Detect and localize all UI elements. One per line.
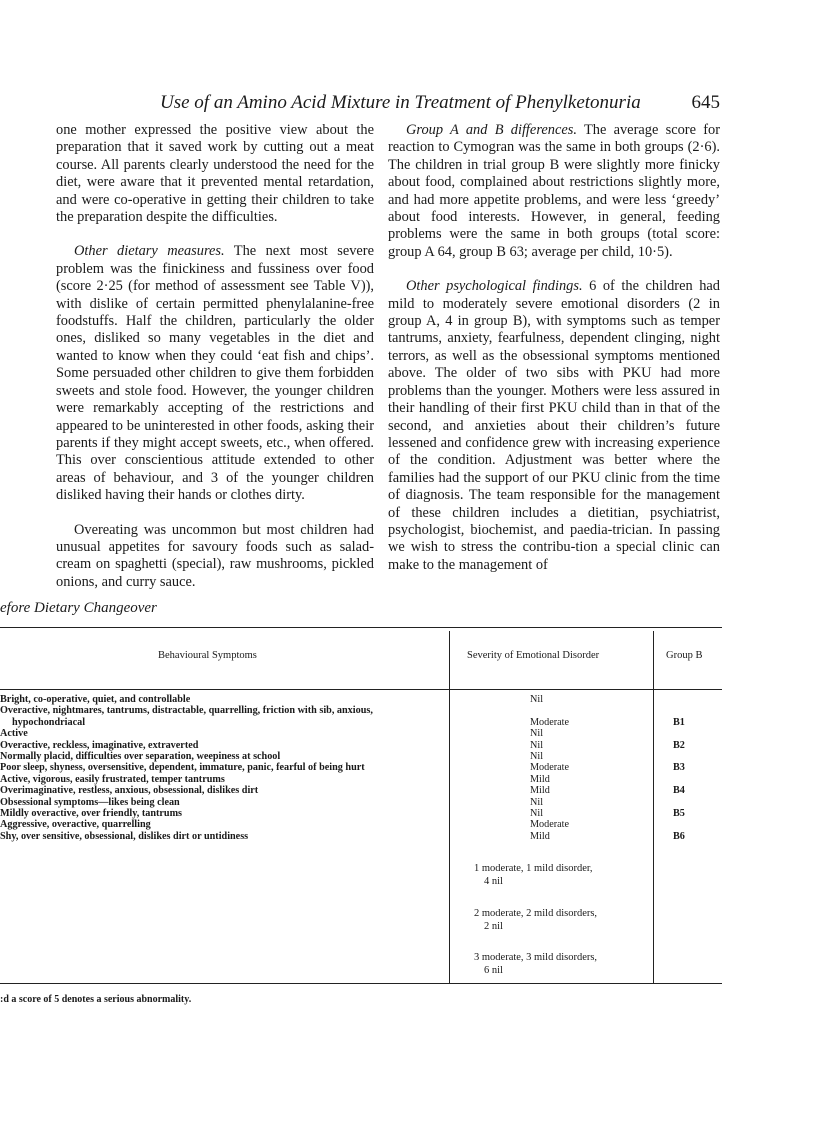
table-row [0,808,722,819]
table-header-rule [0,689,722,690]
row-symptoms: Overactive, reckless, imaginative, extraverted [0,739,199,751]
table-row [0,740,722,751]
summary-group-a [474,862,593,888]
table-row [0,774,722,785]
row-symptoms: Active, vigorous, easily frustrated, temper tantrums [0,773,225,785]
table-row [0,819,722,830]
row-severity: Moderate [530,716,570,728]
page-number: 645 [691,92,720,113]
row-severity: Moderate [530,762,570,774]
running-title: Use of an Amino Acid Mixture in Treatment of Phenylketonuria [160,92,641,113]
header-group-b: Group B [666,650,703,661]
summary-line: 2 nil [484,921,503,932]
right-paragraph-2-body: 6 of the children had mild to moderately severe emotional disorders (2 in group A, 4 in group B), with symptoms such as temper tantrums, anxiety, fearfulness, dependent clinging, night terrors, as well as the obsessional symptoms mentioned above. The older of two sibs with PKU had more problems than the younger. Mothers were less assured in their handling of their first PKU child than in that of the second, and anxieties about their children’s future lessened and confidence grew with increasing experience of the condition. Adjustment was better where the families had the support of our PKU clinic from the time of diagnosis. The team responsible for the management of these children includes a dietitian, psychiatrist, psychologist, biochemist, and paedia-trician. In passing we wish to stress the contribu-tion a special clinic can make to the management of [388,278,721,573]
row-severity: Moderate [530,819,570,831]
left-paragraph-2-body: The next most severe problem was the finickiness and fussiness over food (score 2·25 (for method of assessment see Table V)), with dislike of certain permitted phenylalanine-free foodstuffs. Half the children, particularly the older ones, disliked so many vegetables in the diet and wanted to know when they could ‘eat fish and chips’. Some persuaded other children to give them forbidden sweets and stole food. However, the younger children were remarkably accepting of the restrictions and appeared to be uninterested in other foods, asking their parents if they might accept sweets, etc., when offered. This over conscientious attitude extended to other areas of behaviour, and 3 of the younger children disliked having their hands or clothes dirty. [56,243,374,504]
row-severity: Nil [530,728,544,740]
row-severity: Mild [530,773,550,785]
table-row [0,785,722,796]
row-symptoms: Obsessional symptoms—likes being clean [0,796,180,808]
row-group: B1 [673,716,685,728]
table-row [0,762,722,773]
row-severity: Nil [530,807,544,819]
right-paragraph-2 [388,278,720,574]
row-symptoms [0,705,450,728]
table-footnote: :d a score of 5 denotes a serious abnormality. [0,994,192,1005]
row-symptoms-line2: hypochondriacal [12,716,86,728]
left-column [56,122,374,591]
row-severity: Mild [530,785,550,797]
right-column [388,122,720,574]
table-row [0,694,722,705]
row-symptoms: Poor sleep, shyness, oversensitive, dependent, immature, panic, fearful of being hurt [0,762,365,774]
row-symptoms: Aggressive, overactive, quarrelling [0,819,151,831]
summary-line: 1 moderate, 1 mild disorder, [474,863,593,874]
row-group: B6 [673,830,685,842]
summary-line: 6 nil [484,965,503,976]
table-body [0,694,722,842]
left-paragraph-2 [56,243,374,504]
row-severity: Nil [530,796,544,808]
row-group: B2 [673,739,685,751]
table-row [0,751,722,762]
table-row [0,797,722,808]
table-row [0,728,722,739]
row-symptoms: Normally placid, difficulties over separation, weepiness at school [0,750,281,762]
table-bottom-rule [0,983,722,984]
header-severity: Severity of Emotional Disorder [467,650,600,661]
row-severity: Nil [530,739,544,751]
section-heading-groups: Group A and B differences. [406,122,577,138]
row-symptoms: Bright, co-operative, quiet, and controllable [0,694,191,705]
summary-total [474,951,597,977]
table-top-rule [0,627,722,628]
row-symptoms-line1: Overactive, nightmares, tantrums, distractable, quarrelling, friction with sib, anxious, [0,705,373,717]
row-severity: Mild [530,830,550,842]
summary-line: 3 moderate, 3 mild disorders, [474,952,598,963]
summary-group-b [474,907,597,933]
table-row [0,705,722,728]
summary-line: 4 nil [484,876,503,887]
section-heading-dietary: Other dietary measures. [74,243,225,260]
row-symptoms: Overimaginative, restless, anxious, obsessional, dislikes dirt [0,785,259,797]
header-behavioural-symptoms: Behavioural Symptoms [158,650,257,661]
row-group: B3 [673,762,685,774]
row-symptoms: Mildly overactive, over friendly, tantrums [0,807,183,819]
right-paragraph-1 [388,122,720,261]
summary-line: 2 moderate, 2 mild disorders, [474,908,598,919]
right-paragraph-1-body: The average score for reaction to Cymogran was the same in both groups (2·6). The children in trial group B were slightly more finicky about food, complained about restrictions slightly more, and had more appetite problems, and were less ‘greedy’ about food interests. However, in general, feeding problems were the same in both groups (total score: group A 64, group B 63; average per child, 10·5). [388,122,720,260]
running-header [160,92,720,120]
table-title: efore Dietary Changeover [0,600,157,616]
row-severity: Nil [530,694,544,705]
row-symptoms: Active [0,728,28,740]
table-row [0,831,722,842]
row-symptoms: Shy, over sensitive, obsessional, dislikes dirt or untidiness [0,830,249,842]
row-severity: Nil [530,750,544,762]
left-paragraph-1: one mother expressed the positive view about the preparation that it saved work by cutting out a meat course. All parents clearly understood the need for the diet, were aware that it prevented mental retardation, and were co-operative in getting their children to take the preparation despite the difficulties. [56,122,374,226]
section-heading-psychological: Other psychological findings. [406,278,583,295]
row-group: B5 [673,807,685,819]
row-group: B4 [673,785,685,797]
left-paragraph-3: Overeating was uncommon but most children had unusual appetites for savoury foods such as salad-cream on spaghetti (special), raw mushrooms, pickled onions, and curry sauce. [56,521,374,590]
